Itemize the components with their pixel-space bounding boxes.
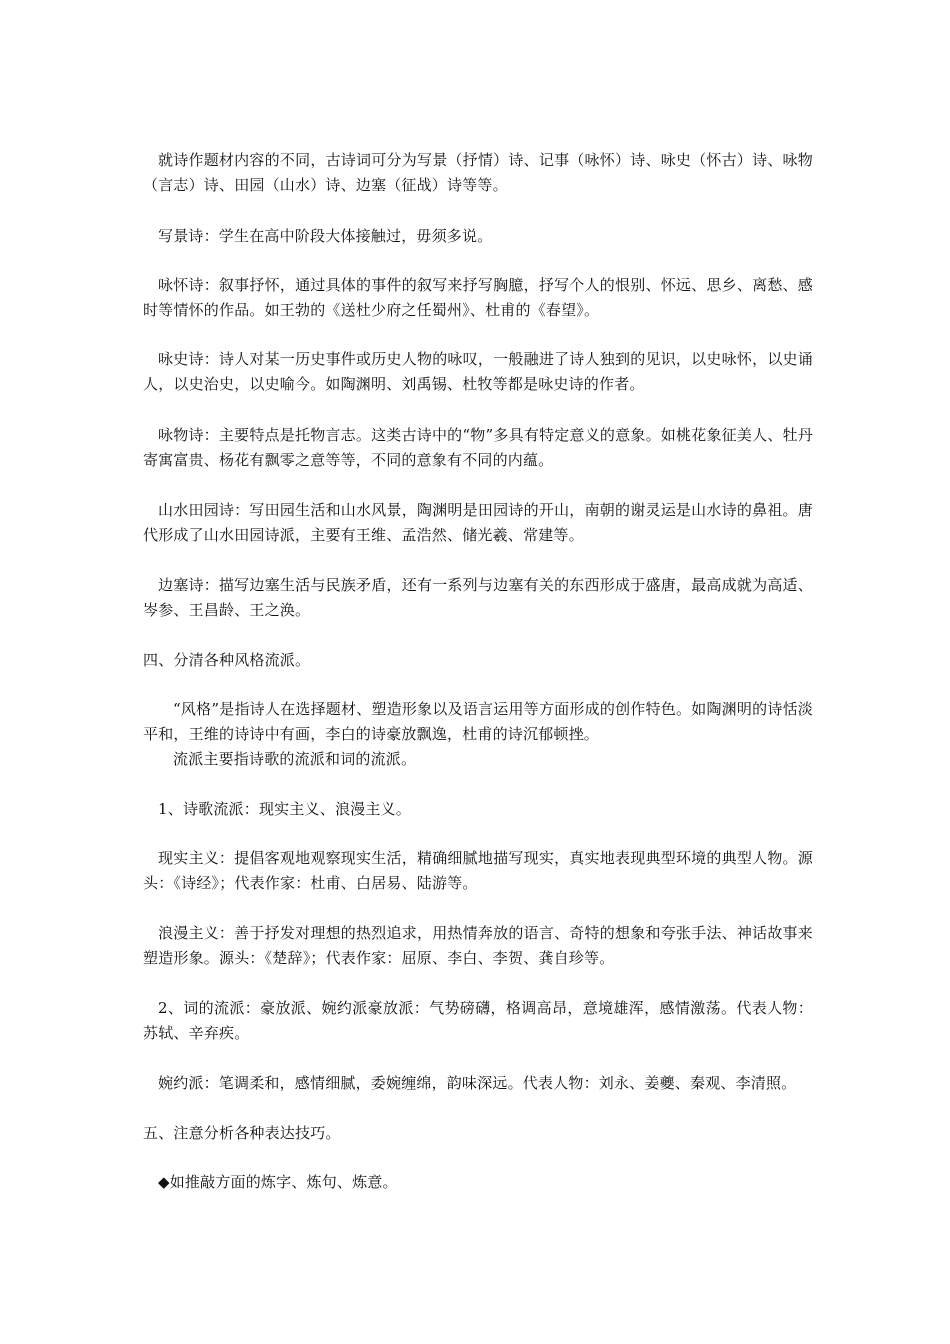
section-heading-styles: 四、分清各种风格流派。 — [143, 651, 311, 669]
paragraph-style-definition: “风格”是指诗人在选择题材、塑造形象以及语言运用等方面形成的创作特色。如陶渊明的诗恬淡平和，王维的诗诗中有画，李白的诗豪放飘逸，杜甫的诗沉郁顿挫。 — [143, 700, 813, 743]
paragraph-history-poems: 咏史诗：诗人对某一历史事件或历史人物的咏叹，一般融进了诗人独到的见识，以史咏怀，以史诵人，以史治史，以史喻今。如陶渊明、刘禹锡、杜牧等都是咏史诗的作者。 — [143, 350, 813, 393]
paragraph-landscape-poems: 山水田园诗：写田园生活和山水风景，陶渊明是田园诗的开山，南朝的谢灵运是山水诗的鼻祖。唐代形成了山水田园诗派，主要有王维、孟浩然、储光羲、常建等。 — [143, 501, 813, 544]
bullet-item-refinement: ◆如推敲方面的炼字、炼句、炼意。 — [158, 1173, 398, 1191]
paragraph-romanticism: 浪漫主义：善于抒发对理想的热烈追求，用热情奔放的语言、奇特的想象和夸张手法、神话故事来塑造形象。源头：《楚辞》；代表作家：屈原、李白、李贺、龚自珍等。 — [143, 924, 813, 967]
paragraph-reflective-poems: 咏怀诗：叙事抒怀，通过具体的事件的叙写来抒写胸臆，抒写个人的恨别、怀远、思乡、离愁、感时等情怀的作品。如王勃的《送杜少府之任蜀州》、杜甫的《春望》。 — [143, 276, 813, 319]
paragraph-frontier-poems: 边塞诗：描写边塞生活与民族矛盾，还有一系列与边塞有关的东西形成于盛唐，最高成就为高适、岑参、王昌龄、王之涣。 — [143, 576, 813, 619]
paragraph-scenery-poems: 写景诗：学生在高中阶段大体接触过，毋须多说。 — [158, 227, 493, 245]
paragraph-ci-schools: 2、词的流派：豪放派、婉约派豪放派：气势磅礴，格调高昂，意境雄浑，感情激荡。代表人物：苏轼、辛弃疾。 — [143, 999, 813, 1042]
section-heading-techniques: 五、注意分析各种表达技巧。 — [143, 1124, 341, 1142]
paragraph-schools-intro: 流派主要指诗歌的流派和词的流派。 — [173, 750, 417, 768]
paragraph-poetry-categories: 就诗作题材内容的不同，古诗词可分为写景（抒情）诗、记事（咏怀）诗、咏史（怀古）诗、咏物（言志）诗、田园（山水）诗、边塞（征战）诗等等。 — [143, 151, 813, 194]
subheading-poetry-schools: 1、诗歌流派：现实主义、浪漫主义。 — [158, 800, 411, 818]
paragraph-object-poems: 咏物诗：主要特点是托物言志。这类古诗中的“物”多具有特定意义的意象。如桃花象征美人、牡丹寄寓富贵、杨花有飘零之意等等，不同的意象有不同的内蕴。 — [143, 426, 813, 469]
paragraph-realism: 现实主义：提倡客观地观察现实生活，精确细腻地描写现实，真实地表现典型环境的典型人物。源头：《诗经》；代表作家：杜甫、白居易、陆游等。 — [143, 849, 813, 892]
paragraph-graceful-school: 婉约派：笔调柔和，感情细腻，委婉缠绵，韵味深远。代表人物：刘永、姜夔、秦观、李清照。 — [158, 1074, 797, 1092]
